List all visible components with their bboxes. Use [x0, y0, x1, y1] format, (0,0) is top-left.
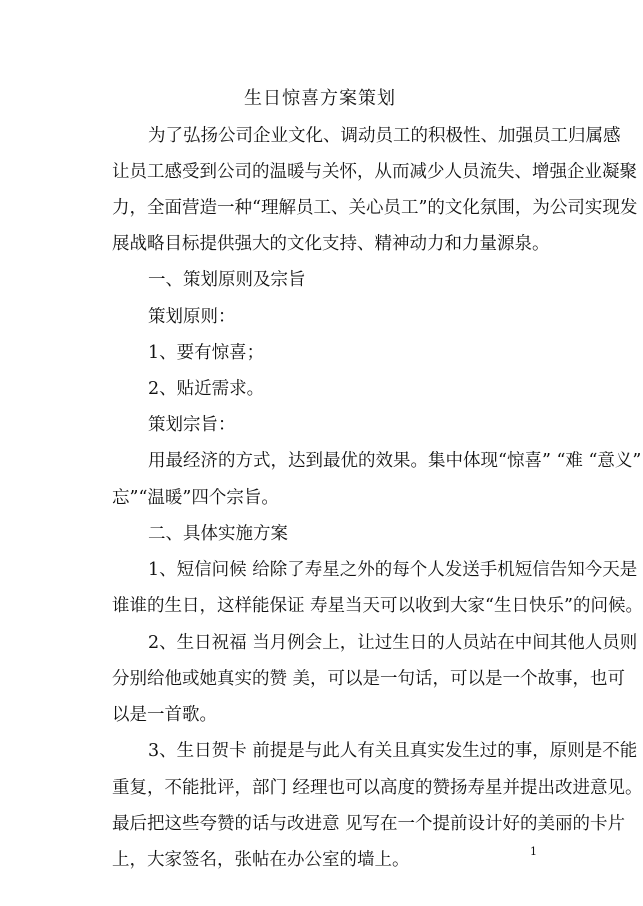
principle-item-2: 2、贴近需求。 — [148, 379, 265, 399]
intro-line-1: 为了弘扬公司企业文化、调动员工的积极性、加强员工归属感 — [148, 126, 621, 146]
plan-item-3-line-1: 3、生日贺卡 前提是与此人有关且真实发生过的事，原则是不能 — [148, 741, 638, 761]
plan-item-1-line-1: 1、短信问候 给除了寿星之外的每个人发送手机短信告知今天是 — [148, 560, 638, 580]
document-title: 生日惊喜方案策划 — [244, 88, 396, 109]
plan-item-3-line-4: 上，大家签名，张帖在办公室的墙上。 — [112, 850, 410, 870]
plan-item-2-line-1: 2、生日祝福 当月例会上，让过生日的人员站在中间其他人员则 — [148, 633, 638, 653]
plan-item-3-line-2: 重复，不能批评，部门 经理也可以高度的赞扬寿星并提出改进意见。 — [112, 778, 643, 798]
section-1-heading: 一、策划原则及宗旨 — [148, 270, 306, 290]
principles-label: 策划原则： — [148, 307, 236, 327]
purpose-line-1: 用最经济的方式，达到最优的效果。集中体现“惊喜” “难 “意义” — [148, 451, 642, 471]
intro-line-3: 力，全面营造一种“理解员工、关心员工”的文化氛围，为公司实现发 — [112, 198, 638, 218]
plan-item-3-line-3: 最后把这些夸赞的话与改进意 见写在一个提前设计好的美丽的卡片 — [112, 814, 626, 834]
principle-item-1: 1、要有惊喜； — [148, 343, 265, 363]
purpose-label: 策划宗旨： — [148, 415, 236, 435]
section-2-heading: 二、具体实施方案 — [148, 524, 288, 544]
page-number: 1 — [530, 845, 537, 858]
plan-item-1-line-2: 谁谁的生日，这样能保证 寿星当天可以收到大家“生日快乐”的问候。 — [112, 596, 643, 616]
intro-line-2: 让员工感受到公司的温暖与关怀，从而减少人员流失、增强企业凝聚 — [112, 162, 637, 182]
intro-line-4: 展战略目标提供强大的文化支持、精神动力和力量源泉。 — [112, 234, 550, 254]
plan-item-2-line-3: 以是一首歌。 — [112, 705, 217, 725]
purpose-line-2: 忘”“温暖”四个宗旨。 — [112, 488, 279, 508]
plan-item-2-line-2: 分别给他或她真实的赞 美，可以是一句话，可以是一个故事，也可 — [112, 669, 626, 689]
